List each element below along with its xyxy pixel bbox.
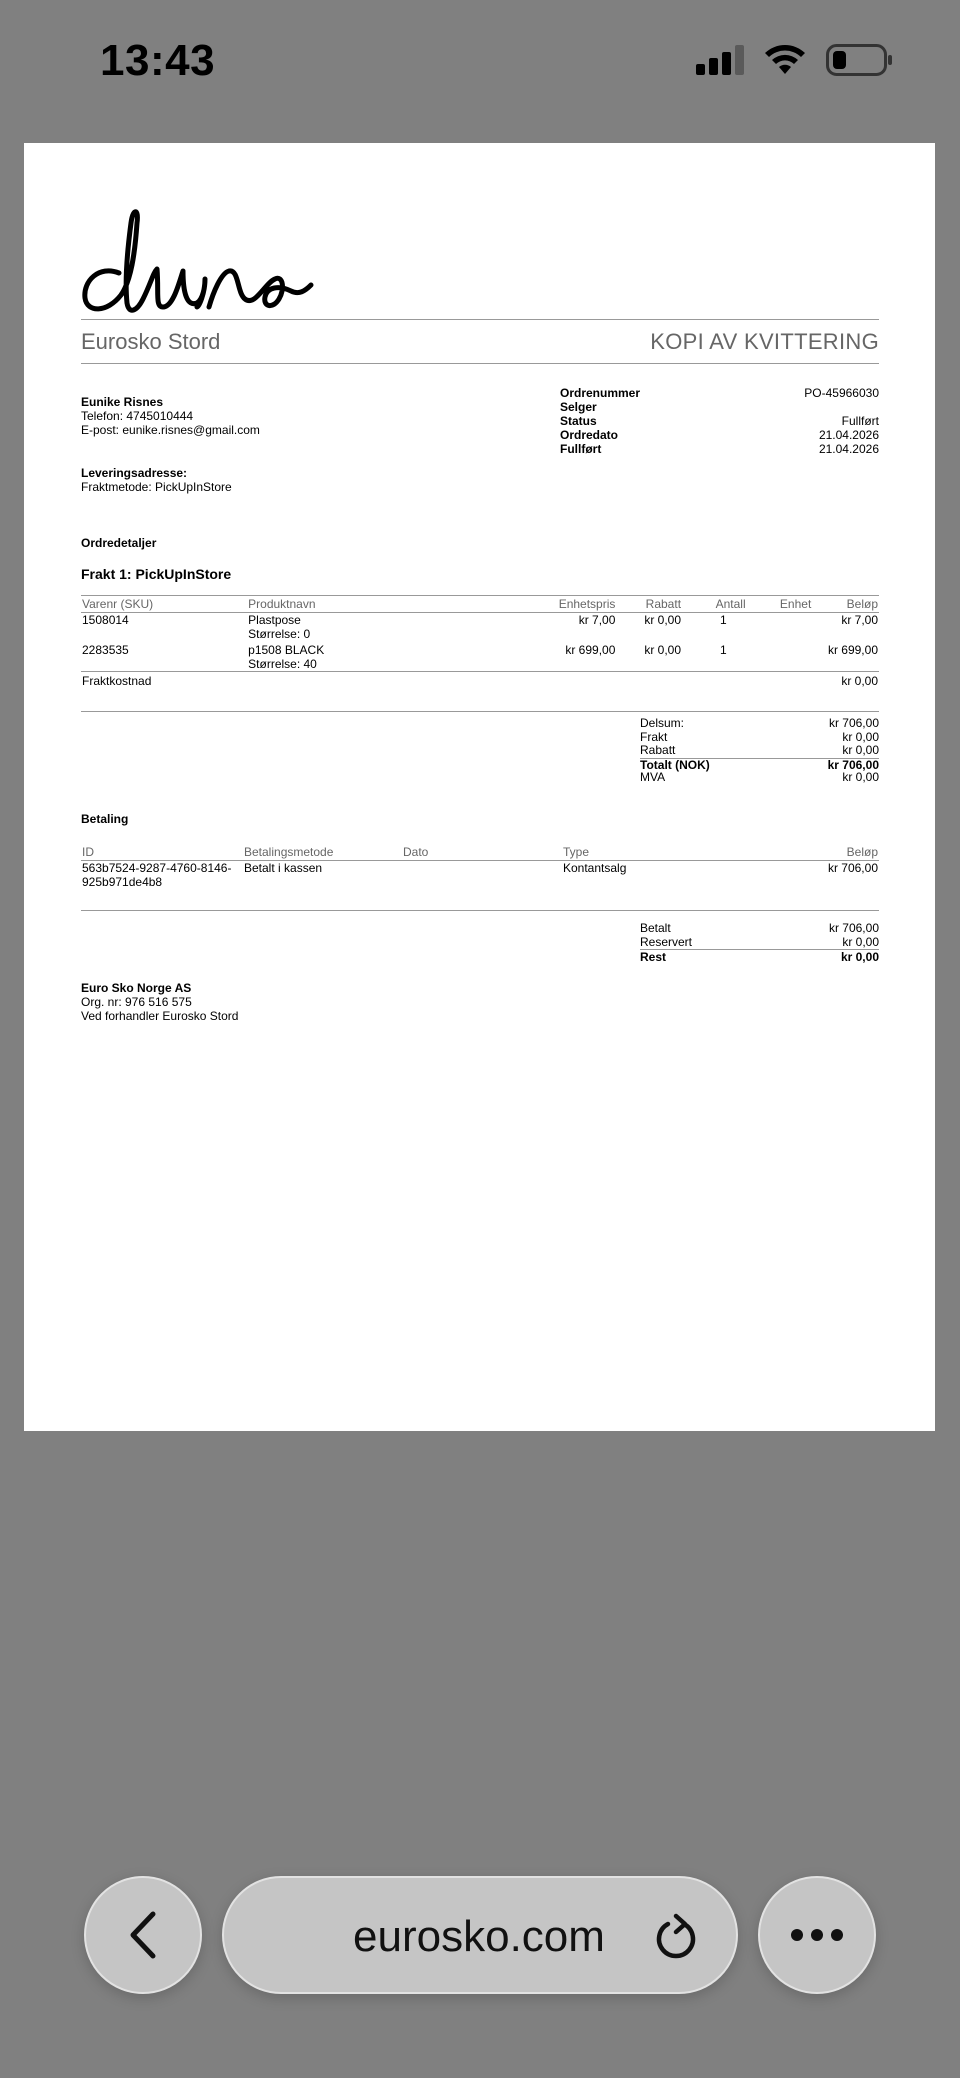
dealer-text: Ved forhandler Eurosko Stord (81, 1009, 239, 1023)
paid-value: kr 706,00 (828, 921, 879, 935)
status-icons (696, 44, 894, 76)
more-icon (790, 1928, 844, 1942)
address-bar[interactable] (222, 1876, 738, 1994)
shipping-row (640, 731, 879, 745)
vat-value: kr 0,00 (842, 770, 879, 784)
total-row (640, 758, 879, 772)
battery-icon (826, 44, 894, 76)
col-unit-price: Enhetspris (558, 597, 616, 611)
payment-id-line1: 563b7524-9287-4760-8146- (82, 861, 232, 875)
items-table (81, 595, 879, 688)
item-size: Størrelse: 0 (248, 627, 311, 641)
pay-col-amount: Beløp (846, 845, 878, 859)
vat-label: MVA (640, 770, 666, 784)
item-name: Plastpose (248, 613, 301, 627)
pay-col-method: Betalingsmetode (244, 845, 334, 859)
table-row (81, 861, 879, 890)
shipping-value: kr 0,00 (842, 729, 879, 744)
item-discount: kr 0,00 (644, 613, 682, 627)
rest-label: Rest (640, 950, 667, 964)
pay-col-date: Dato (403, 845, 429, 859)
payment-label: Betaling (81, 812, 129, 826)
item-unit (747, 613, 813, 642)
item-amount: kr 699,00 (827, 643, 878, 657)
item-discount: kr 0,00 (644, 643, 682, 657)
payment-amount: kr 706,00 (827, 861, 878, 875)
col-amount: Beløp (846, 597, 878, 611)
item-sku: 1508014 (82, 613, 129, 627)
order-meta-row (560, 386, 879, 400)
customer-name: Eunike Risnes (81, 395, 164, 409)
chevron-left-icon (123, 1910, 163, 1960)
order-meta-row (560, 414, 879, 428)
col-discount: Rabatt (645, 597, 682, 611)
order-meta-row (560, 400, 879, 414)
reserved-label: Reservert (640, 934, 693, 949)
col-unit: Enhet (779, 597, 812, 611)
order-number-label: Ordrenummer (560, 386, 641, 400)
col-sku: Varenr (SKU) (82, 597, 154, 611)
reserved-row (640, 936, 879, 950)
subtotal-row (640, 717, 879, 731)
delivery-label: Leveringsadresse: (81, 466, 188, 480)
order-meta-row (560, 442, 879, 456)
pay-col-type: Type (563, 845, 590, 859)
payment-summary-rule (81, 910, 879, 911)
totals-block (640, 717, 879, 785)
status-label: Status (560, 414, 597, 428)
payment-table (81, 844, 879, 889)
item-qty: 1 (719, 643, 727, 657)
paid-label: Betalt (640, 921, 671, 935)
payment-method: Betalt i kassen (244, 861, 323, 875)
org-number: Org. nr: 976 516 575 (81, 995, 192, 1009)
customer-email: E-post: eunike.risnes@gmail.com (81, 423, 260, 437)
store-name: Eurosko Stord (81, 329, 221, 354)
company-name: Euro Sko Norge AS (81, 981, 192, 995)
receipt-page (24, 143, 935, 1431)
payment-type: Kontantsalg (563, 861, 627, 875)
table-row (81, 641, 879, 672)
order-number-value: PO-45966030 (804, 386, 879, 400)
payment-date (402, 861, 562, 890)
payment-id-line2: 925b971de4b8 (82, 875, 163, 889)
status-value: Fullført (841, 414, 879, 428)
item-size: Størrelse: 40 (248, 657, 317, 671)
completed-value: 21.04.2026 (818, 442, 879, 456)
col-product: Produktnavn (248, 597, 316, 611)
discount-row (640, 744, 879, 758)
payment-header-row (81, 844, 879, 861)
totals-rule (81, 711, 879, 712)
reserved-value: kr 0,00 (842, 934, 879, 949)
delivery-info (81, 466, 232, 494)
subtotal-label: Delsum: (640, 716, 685, 730)
shipping-label: Frakt (640, 729, 668, 744)
order-details-label: Ordredetaljer (81, 536, 157, 550)
order-date-value: 21.04.2026 (818, 428, 879, 442)
item-name-cell (247, 613, 483, 642)
rest-row (640, 949, 879, 966)
wifi-icon (764, 44, 806, 76)
discount-value: kr 0,00 (842, 743, 879, 757)
document-title: KOPI AV KVITTERING (650, 329, 879, 354)
item-unit-price: kr 699,00 (565, 643, 616, 657)
table-row (81, 613, 879, 642)
order-meta-row (560, 428, 879, 442)
payment-summary (640, 922, 879, 966)
seller-label: Selger (560, 400, 597, 414)
shipment-title: Frakt 1: PickUpInStore (81, 566, 232, 582)
total-label: Totalt (NOK) (640, 757, 710, 772)
item-name-cell (247, 641, 483, 672)
header-rule-top (81, 319, 879, 320)
order-meta (560, 386, 879, 456)
col-qty: Antall (715, 597, 746, 611)
shipping-cost-amount: kr 0,00 (841, 674, 878, 688)
items-header-row (81, 596, 879, 613)
total-value: kr 706,00 (827, 757, 879, 772)
item-name: p1508 BLACK (248, 643, 325, 657)
payment-id-cell (81, 861, 243, 890)
more-button[interactable] (758, 1876, 876, 1994)
footer (81, 981, 238, 1023)
item-unit (747, 641, 813, 672)
reload-icon[interactable] (654, 1912, 698, 1962)
delivery-method: Fraktmetode: PickUpInStore (81, 480, 232, 494)
item-unit-price: kr 7,00 (578, 613, 616, 627)
shipping-cost-label: Fraktkostnad (82, 674, 152, 688)
subtotal-value: kr 706,00 (828, 716, 879, 730)
rest-value: kr 0,00 (840, 950, 879, 964)
paid-row (640, 922, 879, 936)
discount-label: Rabatt (640, 743, 676, 757)
pay-col-id: ID (82, 845, 94, 859)
brand-logo (79, 203, 319, 323)
signal-icon (696, 45, 744, 75)
customer-info (81, 395, 260, 437)
completed-label: Fullført (560, 442, 602, 456)
shipping-cost-row (81, 672, 879, 689)
header-rule-bottom (81, 363, 879, 364)
url-text[interactable]: eurosko.com (353, 1912, 605, 1961)
item-sku: 2283535 (82, 643, 129, 657)
back-button[interactable] (84, 1876, 202, 1994)
customer-phone: Telefon: 4745010444 (81, 409, 194, 423)
status-time: 13:43 (100, 36, 216, 85)
order-date-label: Ordredato (560, 428, 619, 442)
item-qty: 1 (719, 613, 727, 627)
item-amount: kr 7,00 (841, 613, 878, 627)
vat-row (640, 771, 879, 785)
